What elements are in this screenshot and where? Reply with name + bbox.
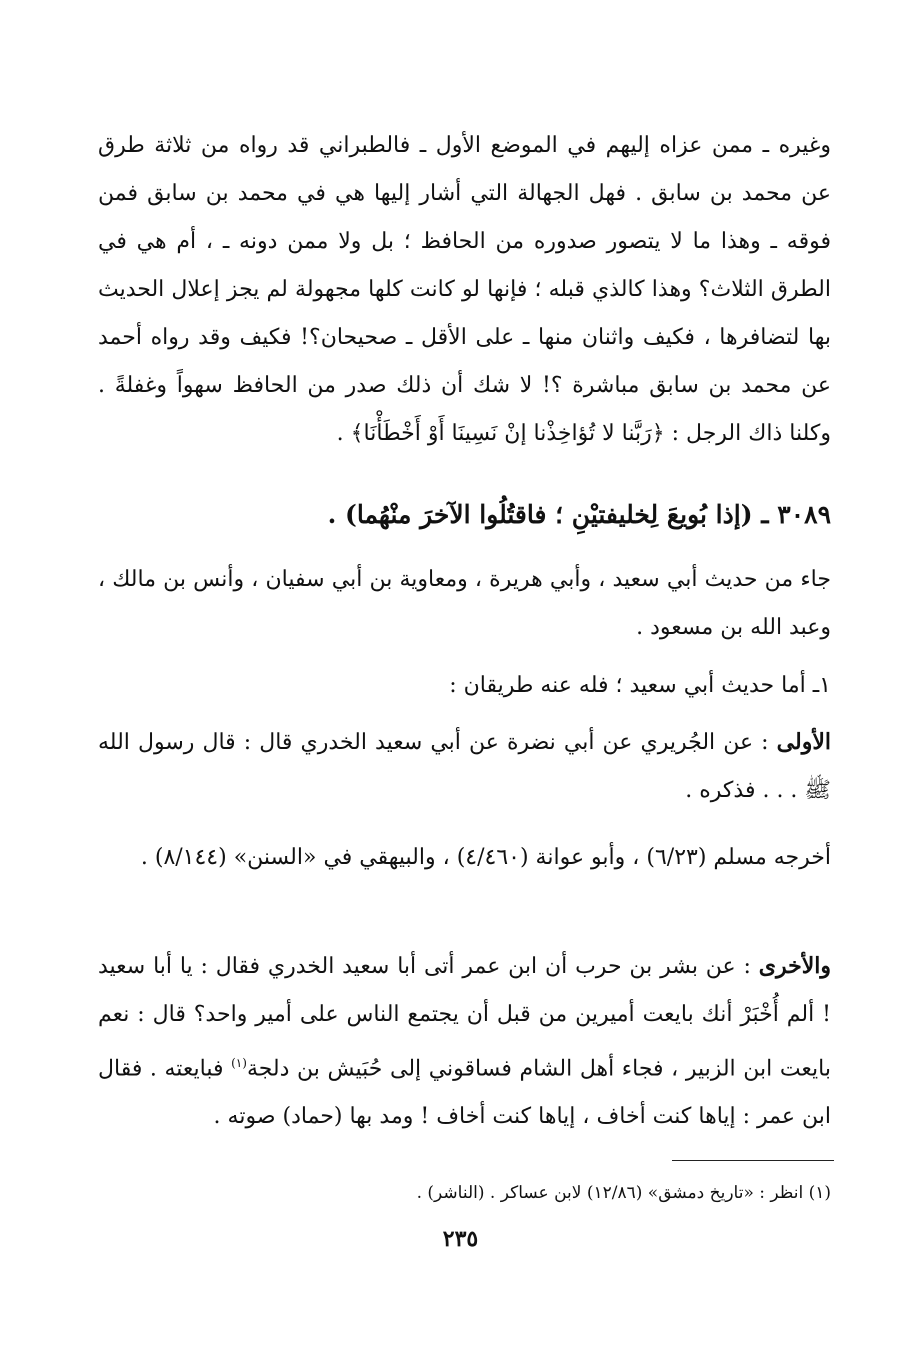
footnote-marker: (١) <box>231 1056 247 1070</box>
footnote-divider <box>672 1160 834 1161</box>
paragraph-continuation: وغيره ـ ممن عزاه إليهم في الموضع الأول ـ فالطبراني قد رواه من ثلاثة طرق عن محمد بن سابق . فهل الجهالة التي أشار إليها هي في محمد بن سابق فمن فوقه ـ وهذا ما لا يتصور صدوره من الحافظ ؛ بل ولا ممن دونه ـ ، أم هي في الطرق الثلاث؟ وهذا كالذي قبله ؛ فإنها لو كانت كلها مجهولة لم يجز إعلال الحديث بها لتضافرها ، فكيف واثنان منها ـ على الأقل ـ صحيحان؟! فكيف وقد رواه أحمد عن محمد بن سابق مباشرة ؟! لا شك أن ذلك صدر من الحافظ سهواً وغفلةً . وكلنا ذاك الرجل : ﴿رَبَّنا لا تُؤاخِذْنا إنْ نَسِينَا أَوْ أَخْطَأْنَا﴾ . <box>98 133 831 446</box>
page-number: ٢٣٥ <box>442 1226 479 1252</box>
paragraph-takhrij: أخرجه مسلم (٦/٢٣) ، وأبو عوانة (٤/٤٦٠) ، والبيهقي في «السنن» (٨/١٤٤) . <box>140 845 831 870</box>
second-route-text-end: فبايعته . فقال ابن عمر : إياها كنت أخاف ، إياها كنت أخاف ! ومد بها (حماد) صوته . <box>98 1056 831 1130</box>
second-route-label: والأخرى <box>758 953 831 979</box>
paragraph-first-route <box>98 718 831 815</box>
first-route-text: : عن الجُريري عن أبي نضرة عن أبي سعيد الخدري قال : قال رسول الله ﷺ . . . فذكره . <box>98 730 831 803</box>
second-route-text: : عن بشر بن حرب أن ابن عمر أتى أبا سعيد الخدري فقال : يا أبا سعيد ! ألم أُخْبَرْ أنك بايعت أميرين من قبل أن يجتمع الناس على أمير واحد؟ قال : نعم بايعت ابن الزبير ، فجاء أهل الشام فساقوني إلى حُبَيش بن دلجة <box>98 954 831 1082</box>
paragraph-abu-said: ١ـ أما حديث أبي سعيد ؛ فله عنه طريقان : <box>449 673 831 698</box>
paragraph-second-route <box>98 942 831 1141</box>
paragraph-sources: جاء من حديث أبي سعيد ، وأبي هريرة ، ومعاوية بن أبي سفيان ، وأنس بن مالك ، وعبد الله بن مسعود . <box>98 567 831 640</box>
footnote: (١) انظر : «تاريخ دمشق» (١٢/٨٦) لابن عساكر . (الناشر) . <box>416 1183 831 1203</box>
hadith-heading: ٣٠٨٩ ـ (إذا بُويعَ لِخليفتيْنِ ؛ فاقتُلُوا الآخرَ منْهُما) . <box>327 500 831 529</box>
first-route-label: الأولى <box>776 729 831 755</box>
